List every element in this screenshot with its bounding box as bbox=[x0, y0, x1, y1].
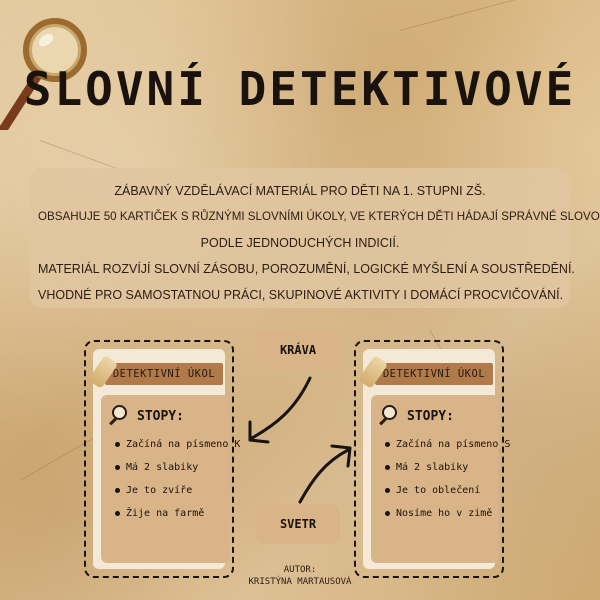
card-body bbox=[363, 349, 511, 569]
clue-item: Začíná na písmeno K bbox=[115, 439, 221, 450]
magnifying-glass-icon bbox=[109, 405, 131, 427]
clues-panel bbox=[371, 395, 511, 563]
detective-card bbox=[354, 340, 511, 578]
info-line: PODLE JEDNODUCHÝCH INDICIÍ. bbox=[200, 236, 400, 250]
author-name: KRISTÝNA MARTAUSOVÁ bbox=[248, 577, 352, 587]
author-credit bbox=[220, 564, 380, 588]
info-box bbox=[30, 168, 600, 308]
curved-arrow-icon bbox=[240, 370, 320, 450]
clue-item: Začíná na písmeno S bbox=[385, 439, 491, 450]
info-line: VHODNÉ PRO SAMOSTATNOU PRÁCI, SKUPINOVÉ AKTIVITY I DOMÁCÍ PROCVIČOVÁNÍ. bbox=[38, 288, 564, 302]
clues-title: STOPY: bbox=[137, 408, 184, 424]
author-label: AUTOR: bbox=[283, 565, 317, 575]
card-header: DETEKTIVNÍ ÚKOL bbox=[375, 363, 493, 385]
clue-item: Má 2 slabiky bbox=[115, 462, 221, 473]
clues-title: STOPY: bbox=[407, 408, 454, 424]
info-line: ZÁBAVNÝ VZDĚLÁVACÍ MATERIÁL PRO DĚTI NA 1. STUPNI ZŠ. bbox=[114, 184, 486, 198]
card-body bbox=[93, 349, 241, 569]
page-title: SLOVNÍ DETEKTIVOVÉ bbox=[23, 62, 577, 116]
clue-item: Je to zvíře bbox=[115, 485, 221, 496]
paper-crack bbox=[400, 0, 545, 31]
magnifying-glass-icon bbox=[379, 405, 401, 427]
answer-badge: SVETR bbox=[256, 504, 340, 544]
clue-item: Nosíme ho v zimě bbox=[385, 508, 491, 519]
answer-badge: KRÁVA bbox=[256, 330, 340, 370]
card-header: DETEKTIVNÍ ÚKOL bbox=[105, 363, 223, 385]
clue-item: Žije na farmě bbox=[115, 508, 221, 519]
clues-panel bbox=[101, 395, 241, 563]
clue-item: Je to oblečení bbox=[385, 485, 491, 496]
curved-arrow-icon bbox=[290, 440, 360, 510]
detective-card bbox=[84, 340, 241, 578]
info-line: OBSAHUJE 50 KARTIČEK S RŮZNÝMI SLOVNÍMI ÚKOLY, VE KTERÝCH DĚTI HÁDAJÍ SPRÁVNÉ SLOVO bbox=[38, 210, 600, 223]
clue-item: Má 2 slabiky bbox=[385, 462, 491, 473]
info-line: MATERIÁL ROZVÍJÍ SLOVNÍ ZÁSOBU, POROZUMĚNÍ, LOGICKÉ MYŠLENÍ A SOUSTŘEDĚNÍ. bbox=[38, 262, 575, 276]
